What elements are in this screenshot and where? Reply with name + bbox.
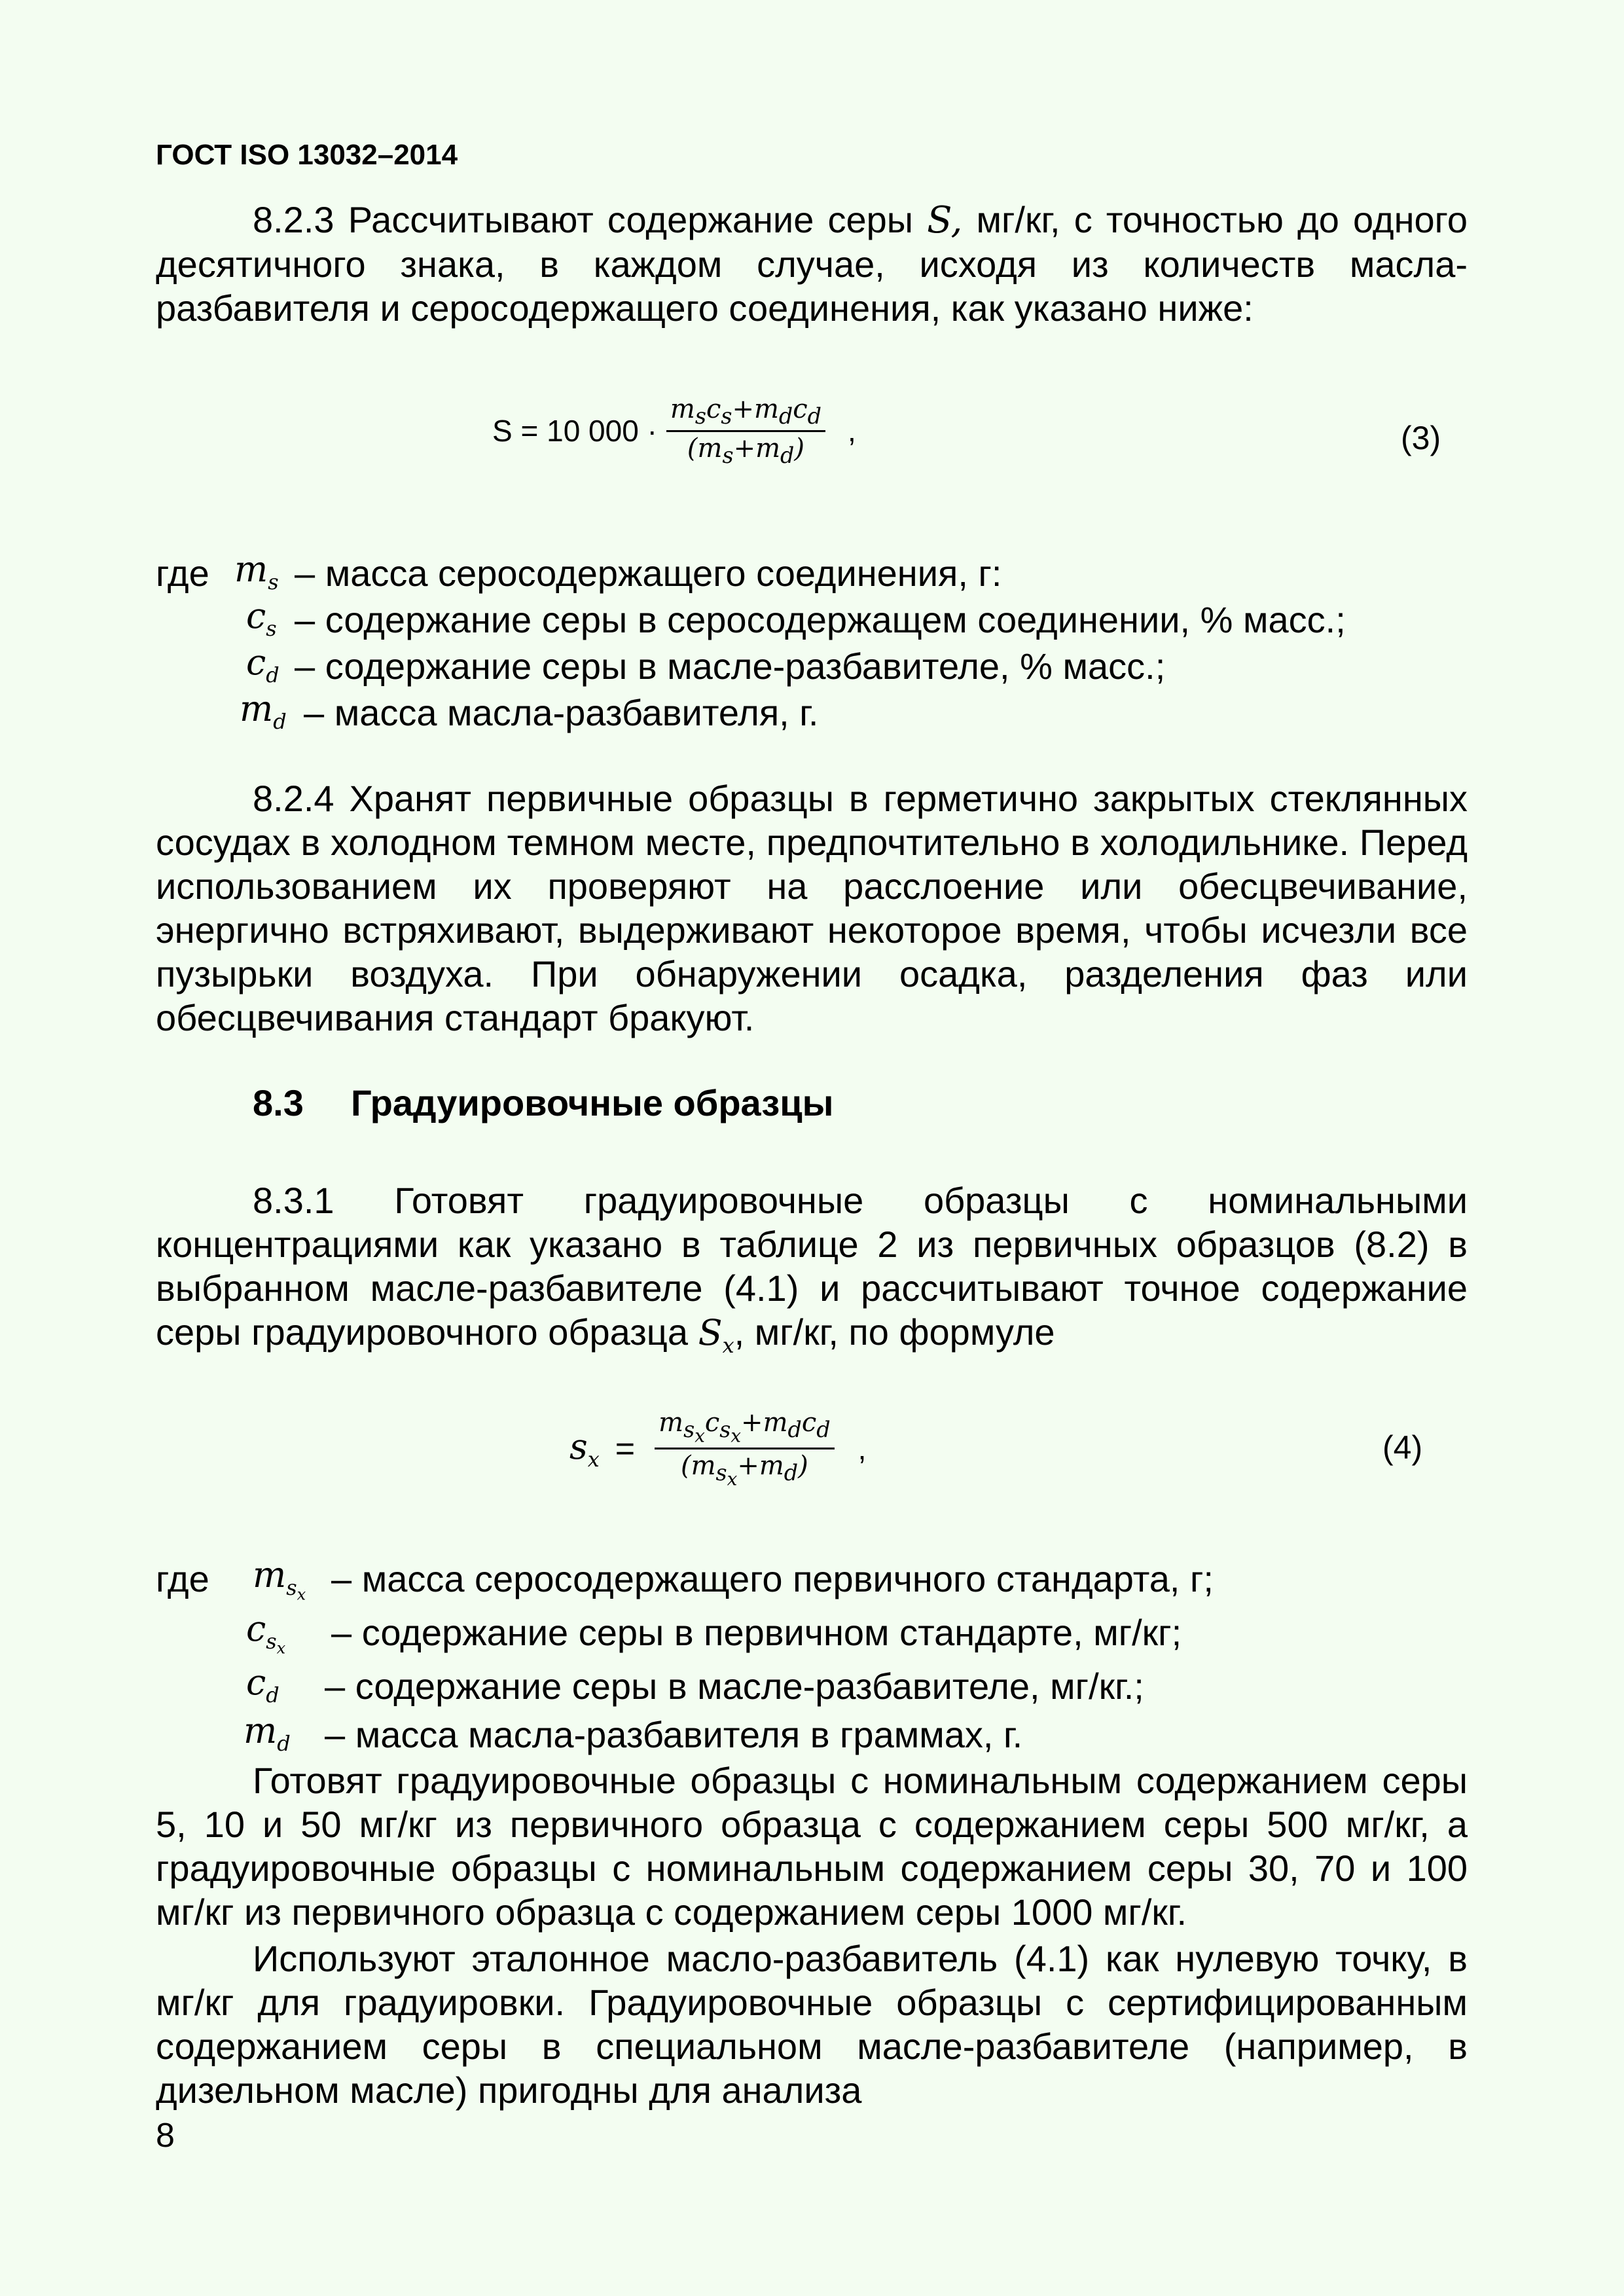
formula-3-denominator: $(m_s+m_d)$: [687, 433, 804, 468]
symbol-ms: $m_s$: [234, 549, 279, 594]
definition-row: [156, 1709, 1530, 1757]
definition-text: – масса серосодержащего первичного стандарта, г;: [331, 1558, 1214, 1599]
definition-row: [156, 1660, 1530, 1709]
formula-4-denominator: $(m_{s_x}+m_d)$: [681, 1451, 808, 1491]
paragraph-8-2-3-start: 8.2.3 Рассчитывают содержание серы: [253, 199, 914, 240]
definition-row: [156, 1607, 1530, 1660]
formula-4: [569, 1406, 866, 1491]
section-heading-title: Градуировочные образцы: [351, 1082, 834, 1123]
symbol-S: S,: [927, 199, 963, 242]
definitions-lead: где: [156, 553, 209, 594]
definition-row: [156, 689, 1530, 736]
definition-row: [156, 1553, 1530, 1607]
document-header: ГОСТ ISO 13032–2014: [156, 139, 458, 171]
formula-4-fraction: [655, 1406, 834, 1491]
definition-text: – содержание серы в масле-разбавителе, % масс.;: [295, 646, 1166, 687]
definition-text: – масса масла-разбавителя, г.: [304, 692, 819, 733]
definition-text: – содержание серы в масле-разбавителе, мг/кг.;: [325, 1666, 1144, 1707]
paragraph-8-3-1-start: 8.3.1 Готовят градуировочные образцы с номинальными концентрациями как указано в таблице 2 из первичных образцов (8.2) в выбранном масле-разбавителе (4.1) и рассчитывают точное содержание серы градуировочного образца: [156, 1180, 1468, 1353]
formula-3-numerator: $m_sc_s+m_dc_d$: [666, 393, 825, 432]
formula-4-comma: ,: [857, 1431, 867, 1466]
symbol-csx: $c_{s_x}$: [246, 1608, 286, 1658]
definition-row: [156, 643, 1530, 689]
symbol-cs: $c_s$: [246, 595, 277, 641]
section-heading-number: 8.3: [253, 1082, 304, 1123]
paragraph-8-2-3: [156, 198, 1468, 330]
definition-row: [156, 550, 1530, 596]
definitions-lead: где: [156, 1558, 209, 1599]
definition-text: – содержание серы в серосодержащем соединении, % масс.;: [295, 599, 1346, 640]
section-heading-8-3: [253, 1082, 833, 1124]
symbol-Sx: $S_x$: [698, 1312, 734, 1358]
formula-3: [492, 393, 856, 469]
definition-text: – масса масла-разбавителя в граммах, г.: [325, 1714, 1023, 1755]
paragraph-reference-oil: Используют эталонное масло-разбавитель (4.1) как нулевую точку, в мг/кг для градуировки. Градуировочные образцы с сертифицированным содержанием серы в специальном масле-разбавителе (например, в дизельном масле) пригодны для анализа: [156, 1938, 1468, 2111]
formula-4-equals: =: [615, 1429, 636, 1468]
definition-text: – масса серосодержащего соединения, г:: [295, 553, 1002, 594]
symbol-cd: $c_d$: [246, 1662, 280, 1707]
formula-4-numerator: $m_{s_x}c_{s_x}+m_dc_d$: [655, 1406, 834, 1449]
symbol-md: $m_d$: [244, 1710, 291, 1756]
formula-3-comma: ,: [848, 414, 856, 448]
paragraph-prepare-standards: Готовят градуировочные образцы с номинальным содержанием серы 5, 10 и 50 мг/кг из первичного образца с содержанием серы 500 мг/кг, а градуировочные образцы с номинальным содержанием серы 30, 70 и 100 мг/кг из первичного образца с содержанием серы 1000 мг/кг.: [156, 1760, 1468, 1933]
paragraph-8-3-1: [156, 1178, 1468, 1368]
equation-number-3: (3): [1401, 420, 1441, 456]
symbol-cd: $c_d$: [246, 642, 280, 687]
symbol-md: $m_d$: [240, 688, 287, 734]
formula-4-lhs: $s_x$: [569, 1425, 600, 1472]
formula-3-lhs: S = 10 000 ·: [492, 414, 657, 448]
equation-number-4: (4): [1382, 1429, 1423, 1466]
formula-3-fraction: [666, 393, 825, 469]
page-number: 8: [156, 2117, 175, 2155]
definitions-formula-4: [156, 1553, 1530, 1757]
definitions-formula-3: [156, 550, 1530, 736]
paragraph-8-2-3-rest: мг/кг, с точностью до одного десятичного знака, в каждом случае, исходя из количеств масла-разбавителя и серосодержащего соединения, как указано ниже:: [156, 199, 1468, 329]
paragraph-8-2-4: 8.2.4 Хранят первичные образцы в герметично закрытых стеклянных сосудах в холодном темном месте, предпочтительно в холодильнике. Перед использованием их проверяют на расслоение или обесцвечивание, энергично встряхивают, выдерживают некоторое время, чтобы исчезли все пузырьки воздуха. При обнаружении осадка, разделения фаз или обесцвечивания стандарт бракуют.: [156, 778, 1468, 1038]
symbol-msx: $m_{s_x}$: [253, 1554, 306, 1604]
definition-row: [156, 596, 1530, 643]
definition-text: – содержание серы в первичном стандарте, мг/кг;: [331, 1612, 1182, 1653]
paragraph-8-3-1-end: , мг/кг, по формуле: [734, 1311, 1055, 1353]
